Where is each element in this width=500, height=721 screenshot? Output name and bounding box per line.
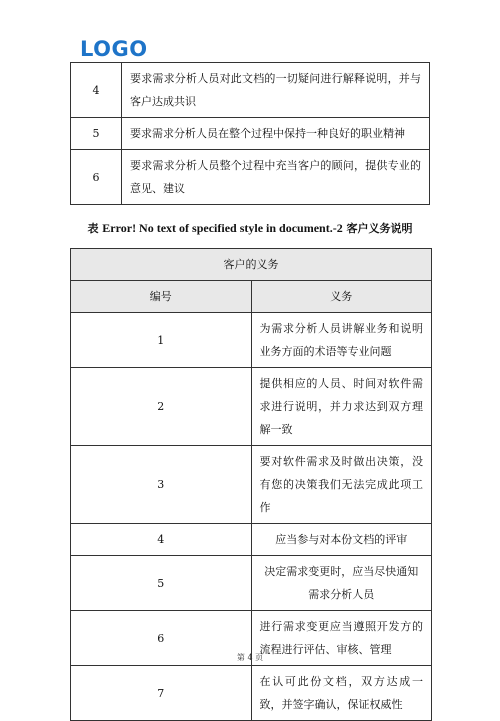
row-number: 6	[71, 611, 252, 666]
table-row	[71, 150, 430, 205]
row-number: 4	[71, 524, 252, 556]
row-number: 1	[71, 313, 252, 368]
column-header-number: 编号	[71, 281, 252, 313]
table-caption	[0, 220, 500, 236]
logo: LOGO	[80, 37, 148, 61]
table-row	[71, 556, 432, 611]
table-row	[71, 63, 430, 118]
table-row	[71, 446, 432, 524]
caption-prefix: 表	[87, 222, 99, 235]
row-number: 6	[71, 150, 122, 205]
page-number: 第 4 页	[236, 653, 264, 662]
row-number: 2	[71, 368, 252, 446]
table-row	[71, 524, 432, 556]
row-number: 5	[71, 556, 252, 611]
row-number: 3	[71, 446, 252, 524]
row-text: 在认可此份文档，双方达成一致，并签字确认，保证权威性	[251, 666, 432, 721]
row-number: 4	[71, 63, 122, 118]
caption-title: 客户义务说明	[346, 222, 413, 235]
table-row	[71, 118, 430, 150]
row-text: 应当参与对本份文档的评审	[251, 524, 432, 556]
row-text: 要求需求分析人员在整个过程中保持一种良好的职业精神	[122, 118, 430, 150]
row-text: 进行需求变更应当遵照开发方的流程进行评估、审核、管理	[251, 611, 432, 666]
row-text: 提供相应的人员、时间对软件需求进行说明，并力求达到双方理解一致	[251, 368, 432, 446]
row-number: 7	[71, 666, 252, 721]
row-text: 为需求分析人员讲解业务和说明业务方面的术语等专业问题	[251, 313, 432, 368]
table-row	[71, 666, 432, 721]
customer-duties-table	[70, 248, 432, 721]
responsibilities-table-continued	[70, 62, 430, 205]
table-heading: 客户的义务	[71, 249, 432, 281]
row-number: 5	[71, 118, 122, 150]
caption-error-text: Error! No text of specified style in document.-2	[102, 221, 343, 235]
row-text: 决定需求变更时，应当尽快通知需求分析人员	[251, 556, 432, 611]
table-row	[71, 313, 432, 368]
row-text: 要对软件需求及时做出决策，没有您的决策我们无法完成此项工作	[251, 446, 432, 524]
column-header-duty: 义务	[251, 281, 432, 313]
row-text: 要求需求分析人员整个过程中充当客户的顾问，提供专业的意见、建议	[122, 150, 430, 205]
table-row	[71, 368, 432, 446]
row-text: 要求需求分析人员对此文档的一切疑问进行解释说明，并与客户达成共识	[122, 63, 430, 118]
